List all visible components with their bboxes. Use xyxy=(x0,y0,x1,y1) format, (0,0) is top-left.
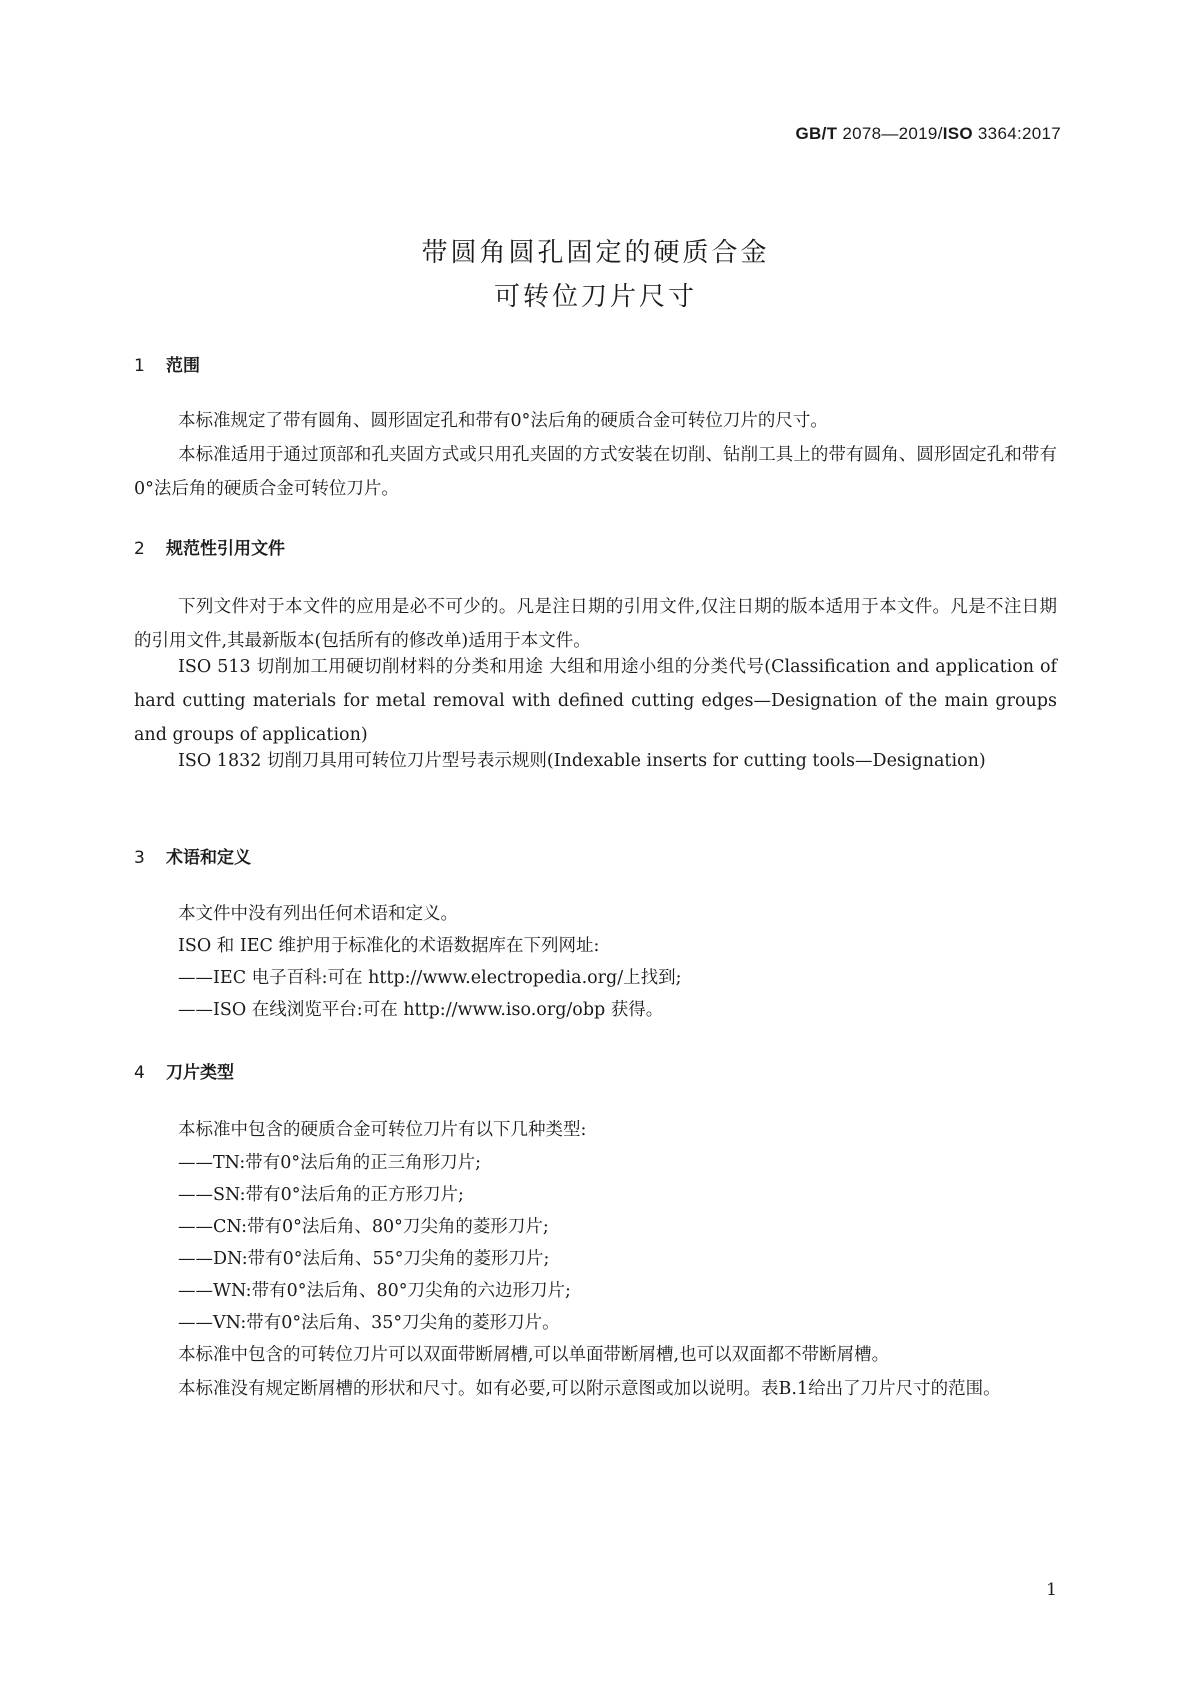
chip-breaker-paragraph: 本标准中包含的可转位刀片可以双面带断屑槽,可以单面带断屑槽,也可以双面都不带断屑槽。 xyxy=(178,1345,890,1365)
scope-paragraph-1: 本标准规定了带有圆角、圆形固定孔和带有0°法后角的硬质合金可转位刀片的尺寸。 xyxy=(178,411,828,431)
terms-line-electropedia: ——IEC 电子百科:可在 http://www.electropedia.org/上找到; xyxy=(178,968,682,988)
section-heading-normative-references xyxy=(134,534,285,559)
document-title-line-1: 带圆角圆孔固定的硬质合金 xyxy=(421,238,770,268)
page-number: 1 xyxy=(1046,1580,1057,1600)
chip-breaker-size-paragraph: 本标准没有规定断屑槽的形状和尺寸。如有必要,可以附示意图或加以说明。表B.1给出了刀片尺寸的范围。 xyxy=(178,1379,1001,1399)
section-number: 2 xyxy=(134,539,145,559)
terms-line-2: ISO 和 IEC 维护用于标准化的术语数据库在下列网址: xyxy=(178,936,600,956)
section-number: 3 xyxy=(134,848,145,868)
reference-iso-513: ISO 513 切削加工用硬切削材料的分类和用途 大组和用途小组的分类代号(Classification and application of hard cutting materials for metal removal with defined cutting edges—Designation of the main groups and groups of application) xyxy=(134,657,1057,745)
section-number: 1 xyxy=(134,356,145,376)
section-title: 规范性引用文件 xyxy=(166,539,285,559)
insert-type-item: ——DN:带有0°法后角、55°刀尖角的菱形刀片; xyxy=(178,1249,550,1269)
insert-types-intro: 本标准中包含的硬质合金可转位刀片有以下几种类型: xyxy=(178,1120,587,1140)
terms-line-1: 本文件中没有列出任何术语和定义。 xyxy=(178,904,458,924)
insert-type-item: ——CN:带有0°法后角、80°刀尖角的菱形刀片; xyxy=(178,1217,549,1237)
section-title: 范围 xyxy=(166,356,200,376)
references-paragraph-intro: 下列文件对于本文件的应用是必不可少的。凡是注日期的引用文件,仅注日期的版本适用于本文件。凡是不注日期的引用文件,其最新版本(包括所有的修改单)适用于本文件。 xyxy=(134,597,1057,651)
terms-line-iso-obp: ——ISO 在线浏览平台:可在 http://www.iso.org/obp 获得。 xyxy=(178,1000,664,1020)
insert-type-item: ——TN:带有0°法后角的正三角形刀片; xyxy=(178,1153,482,1173)
header-gbt: GB/T xyxy=(795,124,838,143)
document-code-header xyxy=(796,124,1061,144)
header-number: 2078—2019/ xyxy=(837,124,943,143)
scope-paragraph-2: 本标准适用于通过顶部和孔夹固方式或只用孔夹固的方式安装在切削、钻削工具上的带有圆角、圆形固定孔和带有0°法后角的硬质合金可转位刀片。 xyxy=(134,445,1057,499)
insert-type-item: ——WN:带有0°法后角、80°刀尖角的六边形刀片; xyxy=(178,1281,571,1301)
header-iso-number: 3364:2017 xyxy=(972,124,1061,143)
insert-type-item: ——VN:带有0°法后角、35°刀尖角的菱形刀片。 xyxy=(178,1313,560,1333)
document-title-line-2: 可转位刀片尺寸 xyxy=(493,282,697,312)
insert-type-item: ——SN:带有0°法后角的正方形刀片; xyxy=(178,1185,464,1205)
header-iso: ISO xyxy=(942,124,973,143)
section-title: 术语和定义 xyxy=(166,848,251,868)
section-title: 刀片类型 xyxy=(166,1063,234,1083)
reference-iso-1832: ISO 1832 切削刀具用可转位刀片型号表示规则(Indexable inserts for cutting tools—Designation) xyxy=(178,751,986,771)
section-heading-scope xyxy=(134,351,200,376)
section-heading-terms-definitions xyxy=(134,843,251,868)
section-number: 4 xyxy=(134,1063,145,1083)
section-heading-insert-types xyxy=(134,1058,234,1083)
